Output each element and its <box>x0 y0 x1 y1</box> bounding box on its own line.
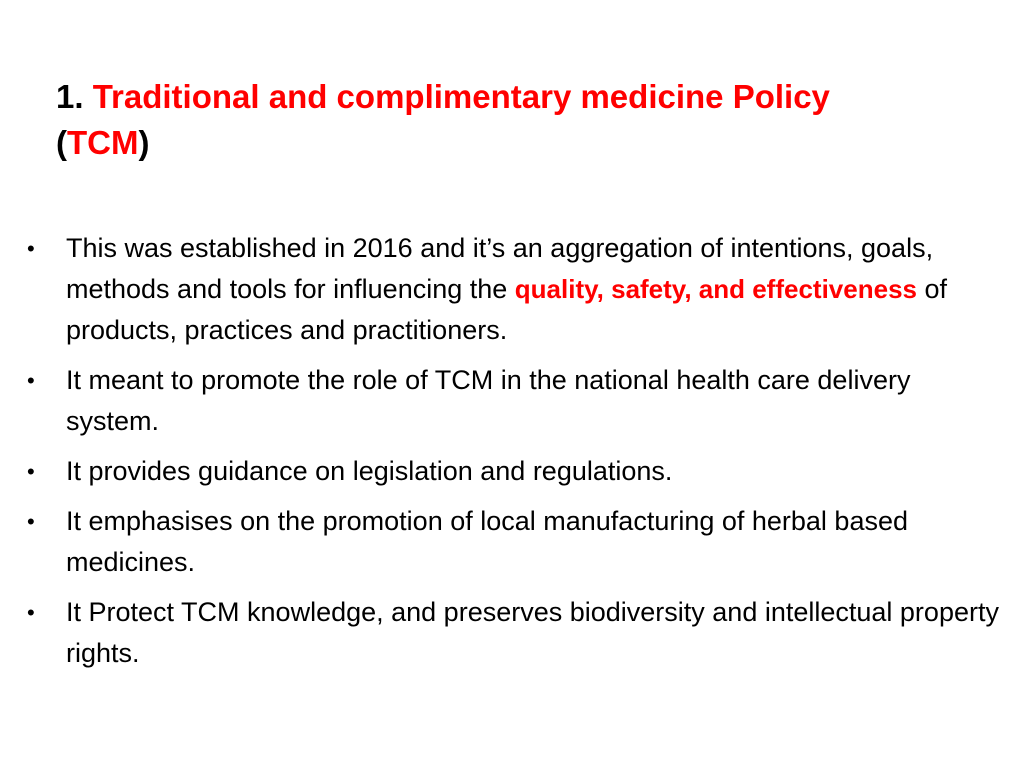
bullet-text: It emphasises on the promotion of local manufacturing of herbal based medicines. <box>66 506 908 577</box>
bullet-text: It Protect TCM knowledge, and preserves biodiversity and intellectual property rights. <box>66 597 999 668</box>
bullet-icon: • <box>27 600 35 625</box>
bullet-icon: • <box>27 236 35 261</box>
bullet-item-protect-knowledge <box>0 592 1000 674</box>
bullet-text-before: This was established in 2016 and it’s an aggregation of intentions, goals, methods and tools for influencing the <box>66 233 934 304</box>
bullet-text-after: of products, practices and practitioners. <box>66 274 948 345</box>
bullet-list <box>0 228 1000 683</box>
bullet-icon: • <box>27 459 35 484</box>
title-open-paren: ( <box>56 124 67 161</box>
bullet-text: It meant to promote the role of TCM in the national health care delivery system. <box>66 365 911 436</box>
bullet-item-guidance <box>0 451 1000 492</box>
title-close-paren: ) <box>138 124 150 161</box>
bullet-icon: • <box>27 368 35 393</box>
bullet-highlight: quality, safety, and effectiveness <box>514 274 917 304</box>
bullet-icon: • <box>27 509 35 534</box>
bullet-item-promote-role <box>0 360 1000 442</box>
bullet-item-established <box>0 228 1000 351</box>
title-text: Traditional and complimentary medicine Policy <box>92 78 830 115</box>
title-abbreviation: TCM <box>67 124 139 161</box>
slide-title <box>56 74 956 166</box>
bullet-item-manufacturing <box>0 501 1000 583</box>
title-number: 1. <box>56 78 84 115</box>
bullet-text: It provides guidance on legislation and regulations. <box>66 456 673 486</box>
